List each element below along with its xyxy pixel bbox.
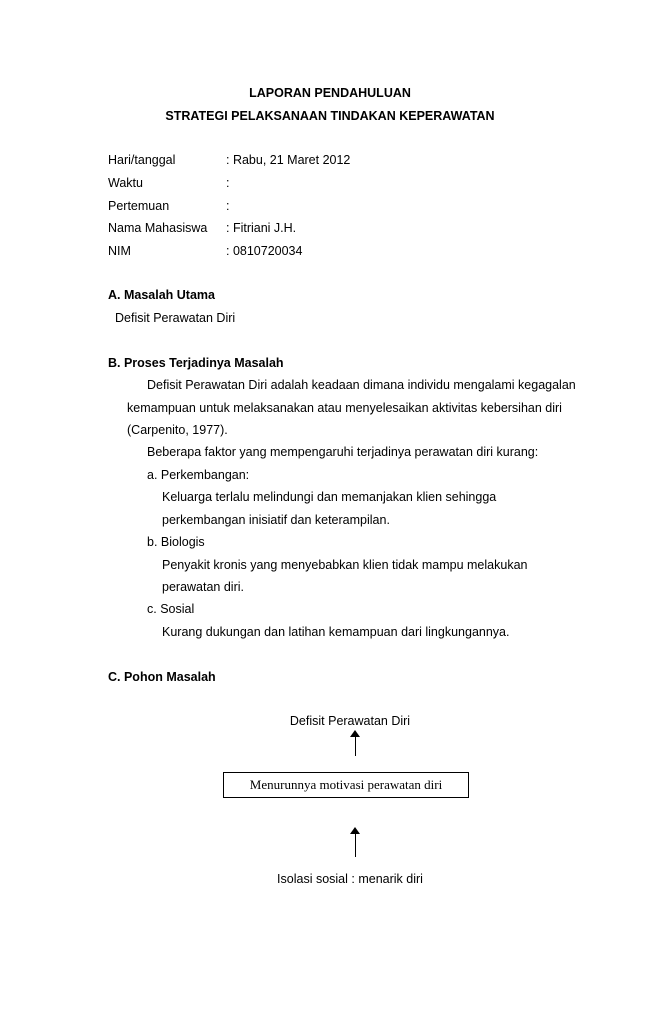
info-label-meeting: Pertemuan [108, 199, 170, 213]
info-label-date: Hari/tanggal [108, 153, 176, 167]
section-a-body: Defisit Perawatan Diri [115, 311, 236, 325]
factor-a-title: a. Perkembangan: [147, 468, 250, 482]
info-value-student-name: : Fitriani J.H. [226, 221, 297, 235]
document-subtitle: STRATEGI PELAKSANAAN TINDAKAN KEPERAWATAN [165, 109, 495, 123]
tree-middle-label: Menurunnya motivasi perawatan diri [249, 777, 443, 792]
factor-a-line: perkembangan inisiatif dan keterampilan. [162, 513, 390, 527]
section-b-para1-line3: (Carpenito, 1977). [127, 423, 228, 437]
section-a-heading: A. Masalah Utama [108, 288, 215, 302]
info-label-nim: NIM [108, 244, 131, 258]
section-b-para2: Beberapa faktor yang mempengaruhi terjadinya perawatan diri kurang: [147, 445, 539, 459]
tree-middle-node [223, 772, 469, 798]
factor-b-title: b. Biologis [147, 535, 205, 549]
document-title: LAPORAN PENDAHULUAN [249, 86, 411, 100]
info-label-time: Waktu [108, 176, 143, 190]
tree-top-node: Defisit Perawatan Diri [289, 714, 411, 728]
up-arrow-icon [350, 730, 360, 756]
factor-c-line: Kurang dukungan dan latihan kemampuan dari lingkungannya. [162, 625, 510, 639]
factor-c-title: c. Sosial [147, 602, 195, 616]
tree-bottom-node: Isolasi sosial : menarik diri [277, 872, 423, 886]
factor-a-line: Keluarga terlalu melindungi dan memanjakan klien sehingga [162, 490, 497, 504]
section-c-heading: C. Pohon Masalah [108, 670, 216, 684]
section-b-para1-line1: Defisit Perawatan Diri adalah keadaan dimana individu mengalami kegagalan [147, 378, 576, 392]
factor-b-line: Penyakit kronis yang menyebabkan klien tidak mampu melakukan [162, 558, 528, 572]
factor-b-line: perawatan diri. [162, 580, 244, 594]
up-arrow-icon [350, 827, 360, 857]
info-value-nim: : 0810720034 [226, 244, 303, 258]
section-b-heading: B. Proses Terjadinya Masalah [108, 356, 284, 370]
info-label-student-name: Nama Mahasiswa [108, 221, 208, 235]
info-value-meeting: : [226, 199, 230, 213]
section-b-para1-line2: kemampuan untuk melaksanakan atau menyelesaikan aktivitas kebersihan diri [127, 401, 562, 415]
info-value-time: : [226, 176, 230, 190]
info-value-date: : Rabu, 21 Maret 2012 [226, 153, 351, 167]
